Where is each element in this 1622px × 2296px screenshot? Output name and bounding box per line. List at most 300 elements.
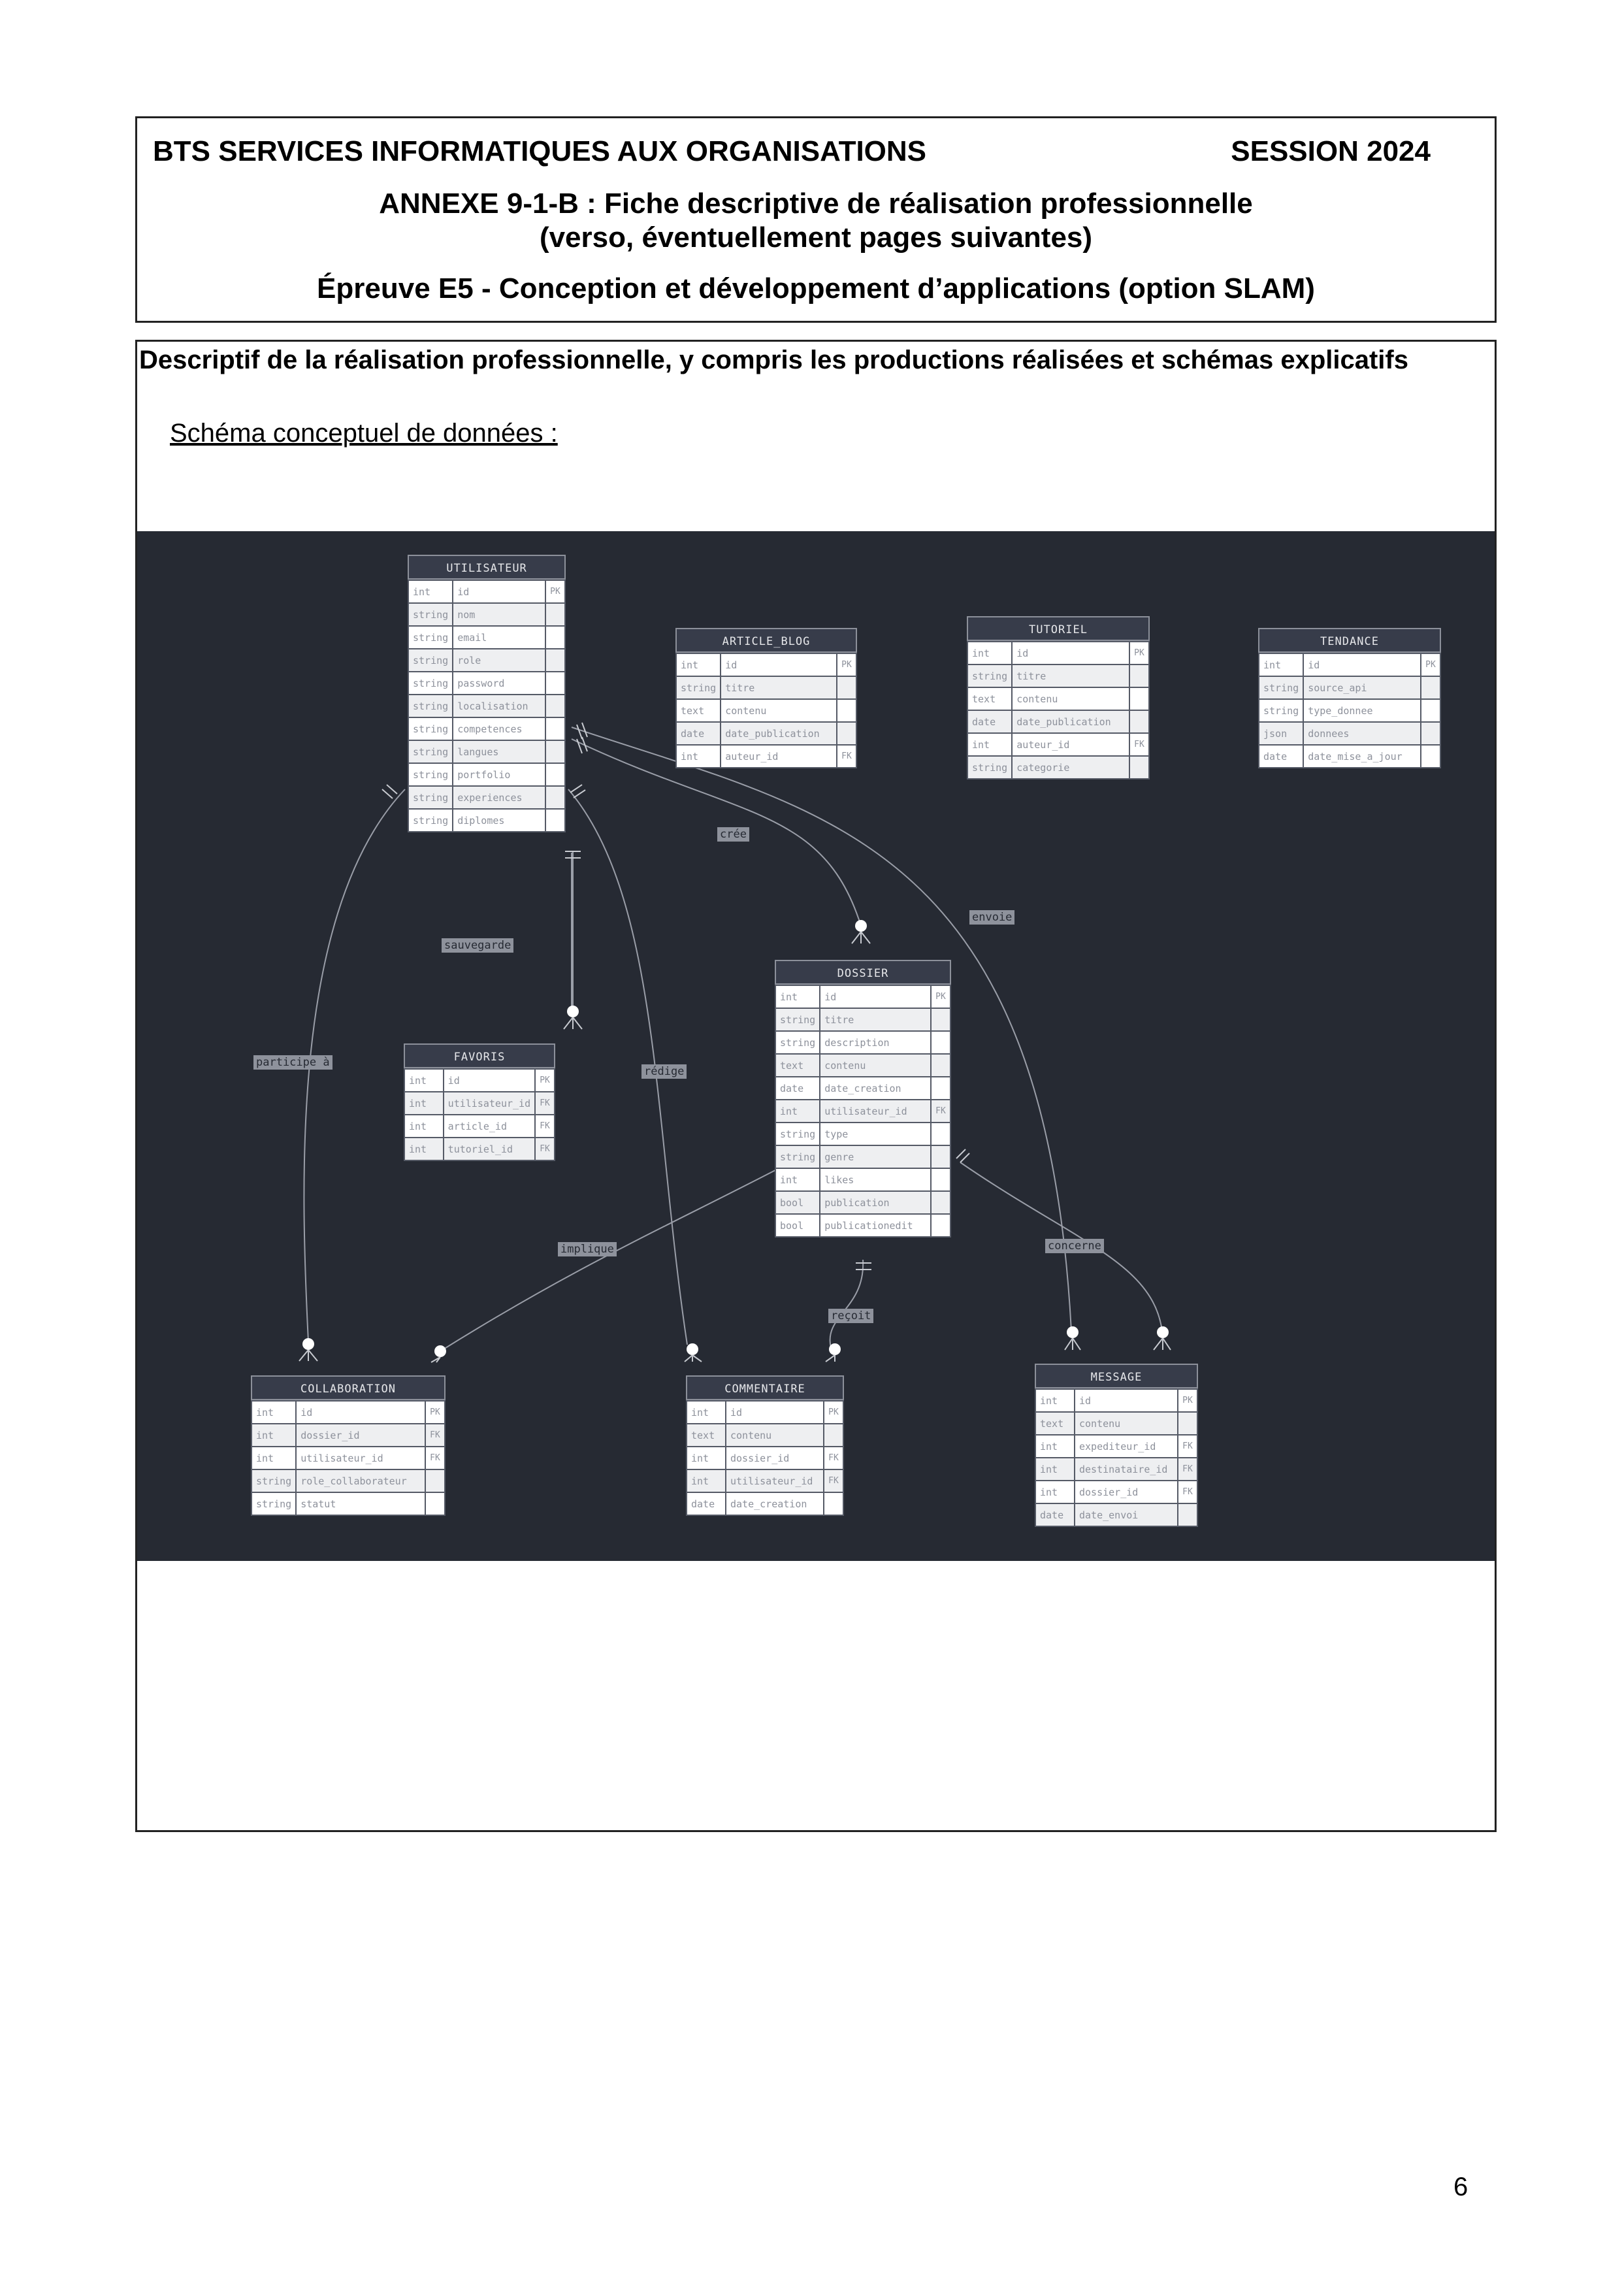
entity-attribute-row: [404, 1115, 555, 1138]
attribute-name: portfolio: [453, 763, 545, 786]
attribute-type: date: [1259, 745, 1303, 768]
entity-title: DOSSIER: [775, 960, 951, 985]
attribute-type: int: [1035, 1389, 1075, 1412]
attribute-type: text: [687, 1424, 726, 1447]
entity-attribute-row: [676, 699, 856, 722]
entity-attribute-row: [687, 1401, 843, 1424]
entity-title: FAVORIS: [404, 1043, 555, 1068]
end-dossier: [855, 920, 867, 932]
entity-title: TENDANCE: [1258, 628, 1441, 653]
attribute-name: dossier_id: [1075, 1481, 1178, 1503]
entity-attribute-row: [408, 809, 565, 832]
attribute-type: string: [408, 717, 453, 740]
entity-title: TUTORIEL: [967, 616, 1150, 641]
entity-attribute-table: [686, 1400, 844, 1516]
attribute-name: experiences: [453, 786, 545, 809]
entity-attribute-row: [775, 1191, 950, 1214]
attribute-key: [931, 1031, 950, 1054]
attribute-key: [545, 649, 565, 672]
attribute-key: [931, 1077, 950, 1100]
entity-attribute-row: [1035, 1435, 1197, 1458]
entity-attribute-row: [1259, 676, 1440, 699]
crow-favoris: [564, 1017, 582, 1029]
attribute-key: FK: [1178, 1458, 1197, 1481]
attribute-key: [824, 1492, 843, 1515]
attribute-key: [425, 1469, 445, 1492]
attribute-key: [545, 626, 565, 649]
attribute-type: string: [251, 1492, 296, 1515]
attribute-key: FK: [425, 1424, 445, 1447]
attribute-key: PK: [425, 1401, 445, 1424]
attribute-name: type_donnee: [1303, 699, 1421, 722]
bar-participe-top: [382, 785, 397, 798]
bar-cree-top: [577, 737, 587, 753]
attribute-name: id: [1012, 642, 1129, 664]
attribute-type: string: [408, 672, 453, 695]
attribute-name: email: [453, 626, 545, 649]
attribute-name: auteur_id: [721, 745, 837, 768]
entity-attribute-row: [775, 1054, 950, 1077]
entity-attribute-row: [967, 642, 1149, 664]
attribute-name: password: [453, 672, 545, 695]
attribute-type: int: [404, 1115, 444, 1138]
attribute-type: text: [967, 687, 1012, 710]
entity-attribute-row: [967, 710, 1149, 733]
attribute-key: PK: [535, 1069, 555, 1092]
attribute-name: expediteur_id: [1075, 1435, 1178, 1458]
attribute-type: string: [251, 1469, 296, 1492]
attribute-name: dossier_id: [726, 1447, 824, 1469]
attribute-type: int: [1259, 653, 1303, 676]
attribute-type: bool: [775, 1191, 820, 1214]
entity-attribute-row: [775, 1145, 950, 1168]
header-session: SESSION 2024: [1231, 135, 1431, 167]
attribute-type: int: [676, 653, 721, 676]
entity-attribute-row: [1259, 653, 1440, 676]
attribute-name: titre: [721, 676, 837, 699]
entity-attribute-row: [775, 985, 950, 1008]
crow-collab-1: [299, 1350, 317, 1361]
attribute-name: id: [721, 653, 837, 676]
attribute-name: donnees: [1303, 722, 1421, 745]
attribute-key: [545, 717, 565, 740]
entity-attribute-row: [775, 1008, 950, 1031]
entity-attribute-row: [408, 649, 565, 672]
entity-attribute-row: [775, 1100, 950, 1123]
entity-attribute-row: [404, 1092, 555, 1115]
label-implique: implique: [558, 1242, 617, 1256]
entity-attribute-row: [408, 695, 565, 717]
attribute-key: PK: [931, 985, 950, 1008]
attribute-type: string: [967, 756, 1012, 779]
attribute-key: FK: [931, 1100, 950, 1123]
attribute-name: contenu: [721, 699, 837, 722]
attribute-name: utilisateur_id: [726, 1469, 824, 1492]
attribute-name: date_creation: [820, 1077, 931, 1100]
attribute-key: PK: [837, 653, 856, 676]
bar-concerne-top: [956, 1149, 969, 1162]
entity-attribute-row: [1259, 745, 1440, 768]
attribute-name: publication: [820, 1191, 931, 1214]
entity-attribute-row: [687, 1424, 843, 1447]
entity-title: COMMENTAIRE: [686, 1375, 844, 1400]
attribute-name: titre: [820, 1008, 931, 1031]
attribute-key: PK: [545, 580, 565, 603]
attribute-type: int: [404, 1092, 444, 1115]
attribute-key: [931, 1123, 950, 1145]
entity-attribute-table: [775, 985, 951, 1238]
attribute-key: [931, 1054, 950, 1077]
entity-attribute-row: [687, 1469, 843, 1492]
attribute-name: dossier_id: [296, 1424, 425, 1447]
attribute-type: string: [1259, 676, 1303, 699]
entity-commentaire: [686, 1375, 844, 1516]
entity-attribute-row: [1035, 1412, 1197, 1435]
attribute-type: string: [408, 603, 453, 626]
attribute-key: [425, 1492, 445, 1515]
entity-message: [1035, 1364, 1198, 1527]
attribute-name: likes: [820, 1168, 931, 1191]
attribute-key: [545, 603, 565, 626]
attribute-key: FK: [1178, 1435, 1197, 1458]
attribute-type: string: [775, 1123, 820, 1145]
attribute-key: [837, 699, 856, 722]
attribute-type: int: [775, 985, 820, 1008]
entity-dossier: [775, 960, 951, 1238]
attribute-name: id: [820, 985, 931, 1008]
entity-attribute-row: [251, 1447, 445, 1469]
crow-message-1: [1065, 1338, 1080, 1350]
attribute-name: contenu: [1075, 1412, 1178, 1435]
attribute-name: tutoriel_id: [444, 1138, 535, 1160]
attribute-name: source_api: [1303, 676, 1421, 699]
attribute-name: date_creation: [726, 1492, 824, 1515]
entity-attribute-row: [251, 1401, 445, 1424]
attribute-key: [1129, 710, 1149, 733]
entity-attribute-row: [967, 756, 1149, 779]
end-comment-2: [829, 1343, 841, 1355]
entity-attribute-row: [404, 1069, 555, 1092]
attribute-key: [1421, 676, 1440, 699]
entity-attribute-row: [408, 740, 565, 763]
entity-attribute-table: [675, 653, 857, 768]
entity-tendance: [1258, 628, 1441, 768]
entity-attribute-row: [408, 580, 565, 603]
attribute-type: int: [967, 642, 1012, 664]
entity-favoris: [404, 1043, 555, 1161]
attribute-type: string: [408, 763, 453, 786]
bar-redige-top: [570, 785, 585, 798]
entity-attribute-row: [1035, 1481, 1197, 1503]
attribute-key: [931, 1168, 950, 1191]
entity-attribute-row: [408, 626, 565, 649]
attribute-name: publicationedit: [820, 1214, 931, 1237]
attribute-type: string: [408, 740, 453, 763]
header-annex-title: ANNEXE 9-1-B : Fiche descriptive de réalisation professionnelle: [379, 188, 1253, 220]
entity-attribute-table: [1035, 1388, 1198, 1527]
entity-attribute-row: [676, 745, 856, 768]
attribute-type: string: [775, 1031, 820, 1054]
attribute-key: [545, 740, 565, 763]
entity-attribute-row: [1035, 1503, 1197, 1526]
attribute-name: article_id: [444, 1115, 535, 1138]
attribute-key: [1129, 687, 1149, 710]
attribute-type: int: [404, 1069, 444, 1092]
er-diagram: [137, 531, 1495, 1561]
attribute-key: PK: [1421, 653, 1440, 676]
attribute-name: role: [453, 649, 545, 672]
attribute-type: int: [687, 1469, 726, 1492]
attribute-type: text: [775, 1054, 820, 1077]
attribute-type: date: [775, 1077, 820, 1100]
label-concerne: concerne: [1045, 1239, 1104, 1253]
attribute-name: date_envoi: [1075, 1503, 1178, 1526]
attribute-type: json: [1259, 722, 1303, 745]
attribute-type: int: [404, 1138, 444, 1160]
attribute-type: string: [408, 786, 453, 809]
attribute-key: [931, 1214, 950, 1237]
attribute-type: date: [676, 722, 721, 745]
entity-attribute-row: [775, 1031, 950, 1054]
attribute-key: PK: [1178, 1389, 1197, 1412]
attribute-type: string: [676, 676, 721, 699]
attribute-key: FK: [535, 1092, 555, 1115]
entity-attribute-row: [408, 603, 565, 626]
label-cree: crée: [717, 827, 749, 842]
attribute-key: [824, 1424, 843, 1447]
end-collab-2: [434, 1345, 446, 1357]
entity-article-blog: [675, 628, 857, 768]
attribute-type: int: [775, 1168, 820, 1191]
page-number: 6: [1453, 2173, 1468, 2201]
entity-attribute-row: [251, 1469, 445, 1492]
attribute-key: PK: [1129, 642, 1149, 664]
entity-attribute-row: [1259, 699, 1440, 722]
attribute-type: string: [408, 649, 453, 672]
attribute-name: titre: [1012, 664, 1129, 687]
attribute-key: [1421, 722, 1440, 745]
entity-attribute-row: [967, 733, 1149, 756]
attribute-name: contenu: [820, 1054, 931, 1077]
end-comment-1: [687, 1343, 698, 1355]
attribute-name: id: [296, 1401, 425, 1424]
attribute-key: FK: [1129, 733, 1149, 756]
attribute-key: FK: [824, 1469, 843, 1492]
crow-comment-2: [826, 1355, 835, 1362]
attribute-type: text: [1035, 1412, 1075, 1435]
attribute-key: FK: [824, 1447, 843, 1469]
attribute-type: int: [687, 1447, 726, 1469]
entity-attribute-table: [967, 641, 1150, 779]
label-participe: participe à: [253, 1055, 333, 1070]
attribute-type: int: [1035, 1435, 1075, 1458]
entity-title: UTILISATEUR: [408, 555, 566, 580]
attribute-name: date_publication: [1012, 710, 1129, 733]
attribute-key: FK: [535, 1138, 555, 1160]
entity-attribute-table: [408, 580, 566, 832]
entity-attribute-table: [251, 1400, 446, 1516]
attribute-type: int: [1035, 1458, 1075, 1481]
attribute-name: id: [1075, 1389, 1178, 1412]
attribute-name: utilisateur_id: [444, 1092, 535, 1115]
attribute-name: langues: [453, 740, 545, 763]
attribute-key: [1129, 664, 1149, 687]
attribute-key: [1129, 756, 1149, 779]
attribute-type: string: [775, 1145, 820, 1168]
attribute-key: PK: [824, 1401, 843, 1424]
attribute-type: string: [408, 695, 453, 717]
attribute-key: [1178, 1412, 1197, 1435]
attribute-type: int: [1035, 1481, 1075, 1503]
entity-attribute-row: [687, 1492, 843, 1515]
attribute-type: date: [1035, 1503, 1075, 1526]
entity-utilisateur: [408, 555, 566, 832]
crow-message-2: [1154, 1338, 1171, 1350]
entity-attribute-row: [251, 1424, 445, 1447]
attribute-name: id: [453, 580, 545, 603]
attribute-key: [545, 695, 565, 717]
entity-collaboration: [251, 1375, 446, 1516]
attribute-key: [545, 672, 565, 695]
entity-attribute-row: [1035, 1458, 1197, 1481]
end-favoris: [567, 1006, 579, 1017]
attribute-name: genre: [820, 1145, 931, 1168]
entity-attribute-row: [676, 676, 856, 699]
entity-title: COLLABORATION: [251, 1375, 446, 1400]
attribute-type: int: [676, 745, 721, 768]
attribute-type: date: [687, 1492, 726, 1515]
attribute-key: [1421, 699, 1440, 722]
attribute-name: statut: [296, 1492, 425, 1515]
attribute-name: utilisateur_id: [820, 1100, 931, 1123]
attribute-name: diplomes: [453, 809, 545, 832]
entity-attribute-row: [408, 717, 565, 740]
attribute-name: auteur_id: [1012, 733, 1129, 756]
attribute-type: string: [408, 809, 453, 832]
entity-attribute-table: [404, 1068, 555, 1161]
attribute-type: int: [775, 1100, 820, 1123]
entity-title: MESSAGE: [1035, 1364, 1198, 1388]
attribute-key: [931, 1008, 950, 1031]
attribute-key: FK: [837, 745, 856, 768]
label-redige: rédige: [641, 1064, 687, 1079]
crow-dossier: [852, 932, 870, 943]
header-exam-name: BTS SERVICES INFORMATIQUES AUX ORGANISATIONS: [153, 135, 927, 167]
content-box: [135, 340, 1497, 1832]
attribute-type: text: [676, 699, 721, 722]
section-title: Descriptif de la réalisation professionnelle, y compris les productions réalisées et schémas explicatifs: [139, 346, 1408, 374]
attribute-type: int: [251, 1401, 296, 1424]
attribute-key: [545, 763, 565, 786]
attribute-type: int: [408, 580, 453, 603]
entity-attribute-row: [676, 722, 856, 745]
entity-attribute-row: [404, 1138, 555, 1160]
label-sauvegarde: sauvegarde: [442, 938, 513, 953]
attribute-name: id: [1303, 653, 1421, 676]
entity-attribute-row: [1259, 722, 1440, 745]
attribute-name: nom: [453, 603, 545, 626]
attribute-type: int: [251, 1424, 296, 1447]
entity-attribute-row: [775, 1214, 950, 1237]
entity-attribute-row: [676, 653, 856, 676]
attribute-name: id: [726, 1401, 824, 1424]
entity-attribute-row: [408, 786, 565, 809]
attribute-name: date_mise_a_jour: [1303, 745, 1421, 768]
attribute-key: FK: [425, 1447, 445, 1469]
entity-attribute-row: [408, 672, 565, 695]
entity-attribute-table: [1258, 653, 1441, 768]
entity-attribute-row: [251, 1492, 445, 1515]
header-epreuve: Épreuve E5 - Conception et développement d’applications (option SLAM): [317, 272, 1315, 304]
attribute-type: date: [967, 710, 1012, 733]
attribute-name: categorie: [1012, 756, 1129, 779]
entity-attribute-row: [967, 687, 1149, 710]
attribute-name: contenu: [726, 1424, 824, 1447]
attribute-key: [837, 676, 856, 699]
line-implique: [440, 1162, 790, 1351]
attribute-name: localisation: [453, 695, 545, 717]
attribute-key: [931, 1145, 950, 1168]
entity-attribute-row: [967, 664, 1149, 687]
label-recoit: reçoit: [828, 1309, 873, 1323]
attribute-key: [1421, 745, 1440, 768]
attribute-key: FK: [1178, 1481, 1197, 1503]
crow-collab-2: [431, 1357, 440, 1362]
attribute-name: date_publication: [721, 722, 837, 745]
attribute-name: description: [820, 1031, 931, 1054]
attribute-type: string: [1259, 699, 1303, 722]
attribute-type: int: [687, 1401, 726, 1424]
attribute-name: competences: [453, 717, 545, 740]
entity-attribute-row: [775, 1168, 950, 1191]
attribute-type: int: [251, 1447, 296, 1469]
attribute-type: string: [775, 1008, 820, 1031]
attribute-name: contenu: [1012, 687, 1129, 710]
attribute-type: string: [408, 626, 453, 649]
attribute-key: [837, 722, 856, 745]
header-box: [135, 116, 1497, 323]
header-annex-subtitle: (verso, éventuellement pages suivantes): [539, 221, 1093, 254]
attribute-name: destinataire_id: [1075, 1458, 1178, 1481]
attribute-name: role_collaborateur: [296, 1469, 425, 1492]
end-collab-1: [302, 1338, 314, 1350]
attribute-key: [1178, 1503, 1197, 1526]
entity-attribute-row: [1035, 1389, 1197, 1412]
attribute-type: bool: [775, 1214, 820, 1237]
attribute-key: [931, 1191, 950, 1214]
attribute-type: string: [967, 664, 1012, 687]
entity-attribute-row: [408, 763, 565, 786]
end-message-2: [1157, 1326, 1169, 1338]
attribute-name: id: [444, 1069, 535, 1092]
label-envoie: envoie: [969, 910, 1014, 925]
end-message-1: [1067, 1326, 1079, 1338]
entity-attribute-row: [775, 1123, 950, 1145]
attribute-name: type: [820, 1123, 931, 1145]
line-recoit: [830, 1260, 864, 1348]
attribute-key: [545, 786, 565, 809]
entity-attribute-row: [775, 1077, 950, 1100]
attribute-key: FK: [535, 1115, 555, 1138]
attribute-key: [545, 809, 565, 832]
entity-tutoriel: [967, 616, 1150, 779]
entity-title: ARTICLE_BLOG: [675, 628, 857, 653]
attribute-name: utilisateur_id: [296, 1447, 425, 1469]
entity-attribute-row: [687, 1447, 843, 1469]
crow-comment-1: [685, 1355, 702, 1362]
attribute-type: int: [967, 733, 1012, 756]
diagram-subtitle: Schéma conceptuel de données :: [170, 419, 558, 448]
